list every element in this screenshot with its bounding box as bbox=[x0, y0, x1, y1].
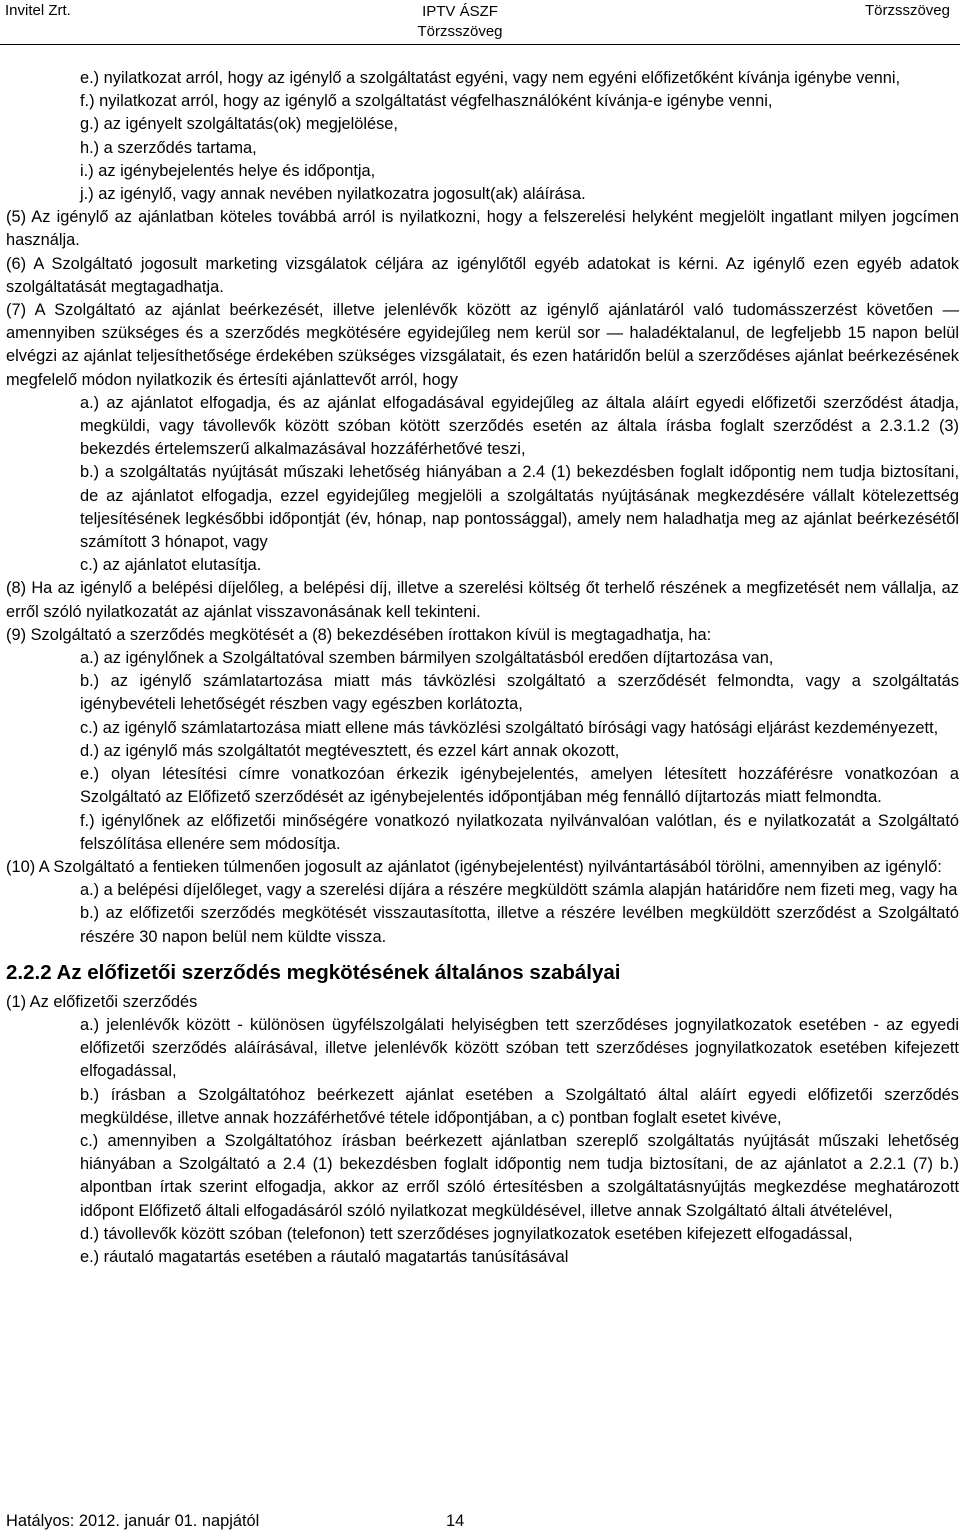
paragraph: a.) az ajánlatot elfogadja, és az ajánlat elfogadásával egyidejűleg az általa aláírt egyedi előfizetői szerződést átadja, megküldi, vagy távollevők között szóban kötött szerződés esetén az általa írásba foglalt szerződést a 2.3.1.2 (3) bekezdés értelemszerű alkalmazásával hozzáférhetővé teszi, bbox=[80, 393, 959, 459]
paragraph: h.) a szerződés tartama, bbox=[80, 138, 257, 157]
paragraph: (6) A Szolgáltató jogosult marketing vizsgálatok céljára az igénylőtől egyéb adatokat is kérni. Az igénylő ezen egyéb adatok szolgáltatását megtagadhatja. bbox=[6, 254, 959, 296]
paragraph: b.) az előfizetői szerződés megkötését visszautasította, illetve a részére levélben megküldött szerződést a Szolgáltató részére 30 napon belül nem küldte vissza. bbox=[80, 904, 959, 946]
paragraph: a.) jelenlévők között - különösen ügyfélszolgálati helyiségben tett szerződéses jognyilatkozatok esetében - az egyedi előfizetői szerződés aláírásával, illetve jelenlévők között szóban tett szerződéses jognyilatkozatok esetében kifejezett elfogadással, bbox=[80, 1015, 959, 1081]
header-section: Törzsszöveg bbox=[864, 2, 950, 19]
paragraph: (8) Ha az igénylő a belépési díjelőleg, a belépési díj, illetve a szerelési költség őt terhelő részének a megfizetését nem vállalja, az erről szóló nyilatkozatát az ajánlat visszavonásának kell tekinteni. bbox=[6, 579, 959, 621]
paragraph: e.) olyan létesítési címre vonatkozóan érkezik igénybejelentés, amelyen létesített hozzáférésre vonatkozóan a Szolgáltató az Előfizető szerződését az igénybejelentés időpontjában még fennálló díjtartozás miatt felmondta. bbox=[80, 765, 959, 807]
paragraph-list-2 bbox=[6, 991, 959, 1269]
document-body bbox=[6, 44, 959, 1269]
paragraph: (1) Az előfizetői szerződés bbox=[6, 992, 198, 1011]
paragraph: a.) az igénylőnek a Szolgáltatóval szemben bármilyen szolgáltatásból eredően díjtartozása van, bbox=[80, 649, 774, 668]
page-header bbox=[0, 0, 960, 45]
header-document-title bbox=[410, 2, 510, 42]
paragraph: c.) amennyiben a Szolgáltatóhoz írásban beérkezett ajánlatban szereplő szolgáltatás nyújtását műszaki lehetőség hiányában a Szolgáltató a 2.4 (1) bekezdésben foglalt időpontig nem tudja biztosítani, de az ajánlatot a 2.2.1 (7) b.) alpontban írtak szerint elfogadja, akkor az erről szóló értesítésben a szolgáltatásnyújtás megkezdése meghatározott időpont Előfizető általi elfogadásáról szóló nyilatkozat megküldésével, illetve annak Szolgáltató általi átvételével, bbox=[80, 1131, 959, 1220]
paragraph: b.) az igénylő számlatartozása miatt más távközlési szolgáltató a szerződését felmondta, vagy a szolgáltatás igénybevételi lehetőségét részben vagy egészben korlátozta, bbox=[80, 672, 959, 714]
paragraph: a.) a belépési díjelőleget, vagy a szerelési díjára a részére megküldött számla alapján határidőre nem fizeti meg, vagy ha bbox=[80, 881, 958, 900]
paragraph: j.) az igénylő, vagy annak nevében nyilatkozatra jogosult(ak) aláírása. bbox=[80, 185, 586, 204]
paragraph: e.) ráutaló magatartás esetében a ráutaló magatartás tanúsításával bbox=[80, 1247, 569, 1266]
header-title-line2: Törzsszöveg bbox=[417, 23, 503, 40]
paragraph: b.) a szolgáltatás nyújtását műszaki lehetőség hiányában a 2.4 (1) bekezdésben foglalt időpontig nem tudja biztosítani, de az ajánlatot elfogadja, ezzel egyidejűleg megjelöli a szolgáltatás nyújtásának megkezdésére vállalt kötelezettség teljesítésének legkésőbbi időpontját (év, hónap, nap pontossággal), amely nem haladhatja meg az ajánlat beérkezésétől számított 3 hónapot, vagy bbox=[80, 463, 959, 552]
paragraph: (5) Az igénylő az ajánlatban köteles továbbá arról is nyilatkozni, hogy a felszerelési helyként megjelölt ingatlant milyen jogcímen használja. bbox=[6, 208, 959, 250]
paragraph: c.) az ajánlatot elutasítja. bbox=[80, 556, 262, 575]
paragraph: f.) nyilatkozat arról, hogy az igénylő a szolgáltatást végfelhasználóként kívánja-e igénybe venni, bbox=[80, 92, 773, 111]
paragraph: d.) az igénylő más szolgáltatót megtévesztett, és ezzel kárt annak okozott, bbox=[80, 741, 620, 760]
section-heading: 2.2.2 Az előfizetői szerződés megkötésének általános szabályai bbox=[6, 960, 621, 984]
paragraph-list bbox=[6, 67, 959, 949]
paragraph: e.) nyilatkozat arról, hogy az igénylő a szolgáltatást egyéni, vagy nem egyéni előfizetőként kívánja igénybe venni, bbox=[80, 69, 901, 87]
paragraph: g.) az igényelt szolgáltatás(ok) megjelölése, bbox=[80, 115, 398, 134]
paragraph: i.) az igénybejelentés helye és időpontja, bbox=[80, 161, 376, 180]
paragraph: f.) igénylőnek az előfizetői minőségére vonatkozó nyilatkozata nyilvánvalóan valótlan, és e nyilatkozatát a Szolgáltató felszólítása ellenére sem módosítja. bbox=[80, 811, 959, 853]
paragraph: (9) Szolgáltató a szerződés megkötését a (8) bekezdésében írottakon kívül is megtagadhatja, ha: bbox=[6, 625, 712, 644]
paragraph: (10) A Szolgáltató a fentieken túlmenően jogosult az ajánlatot (igénybejelentést) nyilvántartásából törölni, amennyiben az igénylő: bbox=[6, 857, 942, 876]
header-title-line1: IPTV ÁSZF bbox=[422, 3, 498, 20]
paragraph: b.) írásban a Szolgáltatóhoz beérkezett ajánlat esetében a Szolgáltató által aláírt egyedi előfizetői szerződés megküldése, illetve annak hozzáférhetővé tétele időpontjában, a c) pontban foglalt esetet kivéve, bbox=[80, 1085, 959, 1127]
header-company: Invitel Zrt. bbox=[5, 2, 71, 19]
footer-page-number: 14 bbox=[446, 1512, 465, 1530]
footer-effective-date: Hatályos: 2012. január 01. napjától bbox=[6, 1512, 260, 1530]
page-footer bbox=[6, 1507, 956, 1535]
paragraph: c.) az igénylő számlatartozása miatt ellene más távközlési szolgáltató bírósági vagy hatósági eljárást kezdeményezett, bbox=[80, 718, 939, 737]
paragraph: (7) A Szolgáltató az ajánlat beérkezését, illetve jelenlévők között az igénylő ajánlatáról való tudomásszerzést követően — amennyiben szükséges és a szerződés megkötésére egyidejűleg nem kerül sor — haladéktalanul, de legfeljebb 15 napon belül elvégzi az ajánlat teljesíthetősége érdekében szükséges vizsgálatait, és ezen határidőn belül a szerződéses ajánlat beérkezésének megfelelő módon nyilatkozik és értesíti ajánlattevőt arról, hogy bbox=[6, 301, 959, 389]
paragraph: d.) távollevők között szóban (telefonon) tett szerződéses jognyilatkozatok esetében kifejezett elfogadással, bbox=[80, 1224, 853, 1243]
